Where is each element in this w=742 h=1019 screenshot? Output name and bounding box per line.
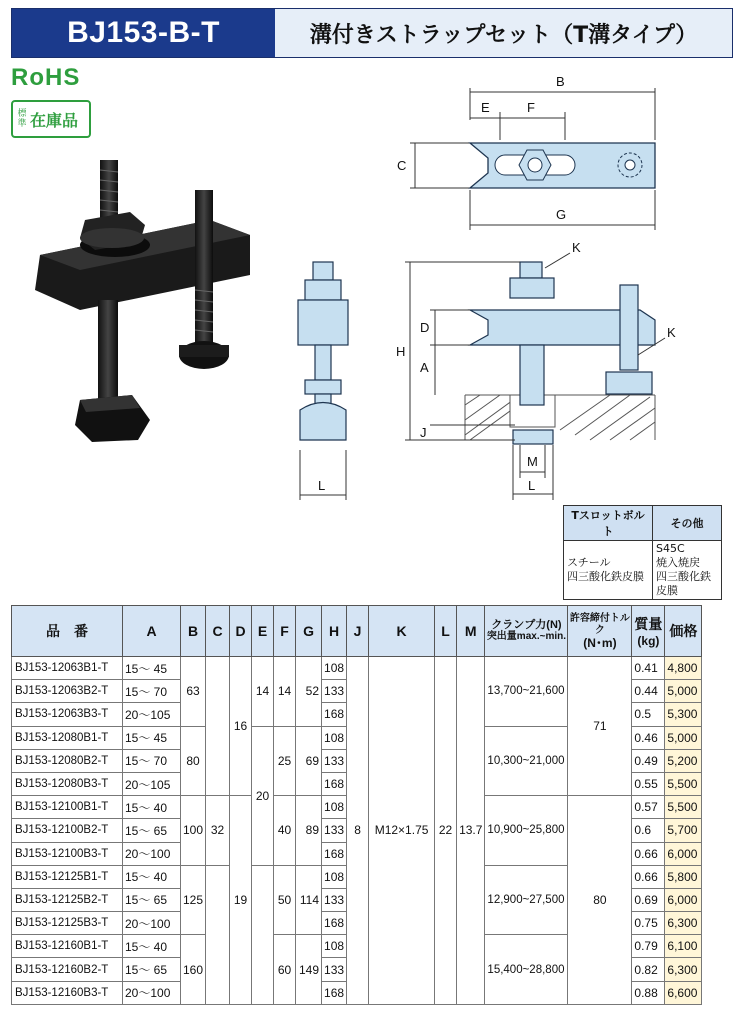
cell-d: 19 [230,796,252,1005]
cell-mass: 0.66 [632,842,665,865]
cell-b: 100 [181,796,206,866]
cell-h: 108 [322,796,347,819]
cell-mass: 0.66 [632,865,665,888]
dim-label-e: E [481,100,490,115]
cell-h: 168 [322,772,347,795]
col-header-j: J [347,606,369,657]
dim-label-f: F [527,100,535,115]
cell-f: 40 [274,796,296,866]
product-code: BJ153-B-T [12,9,275,57]
cell-a: 15～ 40 [123,796,181,819]
cell-a: 15～ 70 [123,749,181,772]
cell-mass: 0.82 [632,958,665,981]
cell-h: 108 [322,935,347,958]
cell-h: 168 [322,842,347,865]
col-header-k: K [369,606,435,657]
col-header-clamp-line: クランプ力(N) [491,619,562,631]
cell-a: 15～ 40 [123,935,181,958]
dim-label-m: M [527,454,538,469]
cell-d: 16 [230,657,252,796]
cell-price: 6,300 [665,912,702,935]
cell-h: 133 [322,749,347,772]
cell-price: 5,500 [665,772,702,795]
cell-g: 69 [296,726,322,796]
cell-torque: 80 [568,796,632,1005]
dim-label-h: H [396,344,406,359]
cell-h: 133 [322,819,347,842]
col-header-h: H [322,606,347,657]
part-number: BJ153-12160B3-T [12,981,123,1004]
dim-label-l2: L [318,478,326,493]
cell-a: 20～105 [123,772,181,795]
col-header-price: 価格 [665,606,702,657]
cell-mass: 0.6 [632,819,665,842]
cell-h: 168 [322,981,347,1004]
material-header-tslot: Tスロットボルト [564,506,653,541]
cell-mass: 0.88 [632,981,665,1004]
cell-price: 4,800 [665,657,702,680]
cell-mass: 0.49 [632,749,665,772]
material-other [653,541,722,600]
cell-h: 133 [322,680,347,703]
col-header-torque-line: (N･m) [583,636,617,650]
part-number: BJ153-12080B2-T [12,749,123,772]
cell-price: 5,000 [665,680,702,703]
col-header-torque [568,606,632,657]
cell-a: 15～ 70 [123,680,181,703]
dim-label-g: G [556,207,567,222]
cell-c: 32 [206,796,230,866]
col-header-g: G [296,606,322,657]
dim-label-k2: K [667,325,676,340]
cell-g: 114 [296,865,322,935]
material-other-line: 焼入焼戻 [656,556,700,569]
material-tslot-line: スチール [567,556,611,569]
cell-f: 50 [274,865,296,935]
cell-a: 15～ 65 [123,888,181,911]
cell-mass: 0.55 [632,772,665,795]
cell-h: 133 [322,958,347,981]
cell-e: 20 [252,726,274,865]
stock-badge-small: 標準 [17,109,27,129]
cell-price: 5,300 [665,703,702,726]
dim-label-d: D [420,320,430,335]
cell-m: 13.7 [457,657,485,1005]
col-header-b: B [181,606,206,657]
cell-mass: 0.46 [632,726,665,749]
part-number: BJ153-12125B2-T [12,888,123,911]
part-number: BJ153-12100B2-T [12,819,123,842]
material-tslot-line: 四三酸化鉄皮膜 [567,570,644,583]
cell-clamp: 15,400~28,800 [485,935,568,1005]
material-tslot [564,541,653,600]
col-header-mass-line: 質量 [634,616,663,632]
dim-label-b: B [556,74,565,89]
dim-label-k: K [572,240,581,255]
cell-h: 108 [322,726,347,749]
cell-a: 20～100 [123,842,181,865]
cell-b: 63 [181,657,206,727]
cell-a: 15～ 65 [123,819,181,842]
cell-f: 25 [274,726,296,796]
part-number: BJ153-12080B3-T [12,772,123,795]
cell-a: 15～ 45 [123,726,181,749]
cell-price: 5,500 [665,796,702,819]
cell-price: 6,000 [665,842,702,865]
col-header-d: D [230,606,252,657]
cell-h: 133 [322,888,347,911]
dim-label-l: L [528,478,536,493]
dim-label-c: C [397,158,407,173]
cell-k: M12×1.75 [369,657,435,1005]
material-other-line: 四三酸化鉄皮膜 [656,570,711,597]
part-number: BJ153-12063B2-T [12,680,123,703]
cell-price: 6,000 [665,888,702,911]
cell-g: 149 [296,935,322,1005]
cell-g: 52 [296,657,322,727]
technical-drawing [0,0,742,505]
cell-c-empty [206,657,230,796]
cell-j: 8 [347,657,369,1005]
cell-f: 14 [274,657,296,727]
col-header-clamp [485,606,568,657]
part-number: BJ153-12100B3-T [12,842,123,865]
col-header-part: 品 番 [12,606,123,657]
cell-l: 22 [435,657,457,1005]
cell-h: 168 [322,703,347,726]
part-number: BJ153-12100B1-T [12,796,123,819]
cell-mass: 0.41 [632,657,665,680]
cell-h: 108 [322,657,347,680]
cell-g: 89 [296,796,322,866]
cell-price: 5,800 [665,865,702,888]
cell-a: 20～105 [123,703,181,726]
cell-mass: 0.57 [632,796,665,819]
stock-badge-large: 在庫品 [30,110,79,130]
cell-e: 14 [252,657,274,727]
cell-clamp: 10,300~21,000 [485,726,568,796]
cell-price: 5,700 [665,819,702,842]
cell-f: 60 [274,935,296,1005]
col-header-f: F [274,606,296,657]
cell-h: 108 [322,865,347,888]
col-header-clamp-line: 突出量max.~min. [486,631,567,642]
cell-clamp: 10,900~25,800 [485,796,568,866]
rohs-badge: RoHS [11,64,81,91]
cell-c-empty [206,865,230,1004]
cell-a: 15～ 40 [123,865,181,888]
cell-mass: 0.69 [632,888,665,911]
cell-mass: 0.5 [632,703,665,726]
cell-mass: 0.79 [632,935,665,958]
cell-clamp: 12,900~27,500 [485,865,568,935]
cell-a: 20～100 [123,981,181,1004]
part-number: BJ153-12125B3-T [12,912,123,935]
product-title: 溝付きストラップセット（T溝タイプ） [275,9,732,57]
col-header-mass [632,606,665,657]
cell-torque: 71 [568,657,632,796]
col-header-torque-line: 許容締付トルク [569,613,630,636]
material-other-line: S45C [656,542,685,555]
material-table [563,505,722,600]
cell-mass: 0.75 [632,912,665,935]
col-header-mass-line: (kg) [637,634,660,648]
spec-table [11,605,702,1005]
cell-price: 6,100 [665,935,702,958]
part-number: BJ153-12063B1-T [12,657,123,680]
cell-price: 6,600 [665,981,702,1004]
part-number: BJ153-12125B1-T [12,865,123,888]
cell-mass: 0.44 [632,680,665,703]
dim-label-a: A [420,360,429,375]
part-number: BJ153-12080B1-T [12,726,123,749]
col-header-c: C [206,606,230,657]
cell-a: 15～ 65 [123,958,181,981]
col-header-l: L [435,606,457,657]
col-header-e: E [252,606,274,657]
cell-price: 6,300 [665,958,702,981]
cell-b: 125 [181,865,206,935]
cell-b: 160 [181,935,206,1005]
cell-b: 80 [181,726,206,796]
part-number: BJ153-12160B1-T [12,935,123,958]
cell-a: 15～ 45 [123,657,181,680]
cell-a: 20～100 [123,912,181,935]
material-header-other: その他 [653,506,722,541]
cell-e-empty [252,865,274,1004]
col-header-m: M [457,606,485,657]
part-number: BJ153-12160B2-T [12,958,123,981]
part-number: BJ153-12063B3-T [12,703,123,726]
cell-price: 5,200 [665,749,702,772]
cell-price: 5,000 [665,726,702,749]
dim-label-j: J [420,425,427,440]
cell-clamp: 13,700~21,600 [485,657,568,727]
col-header-a: A [123,606,181,657]
cell-h: 168 [322,912,347,935]
